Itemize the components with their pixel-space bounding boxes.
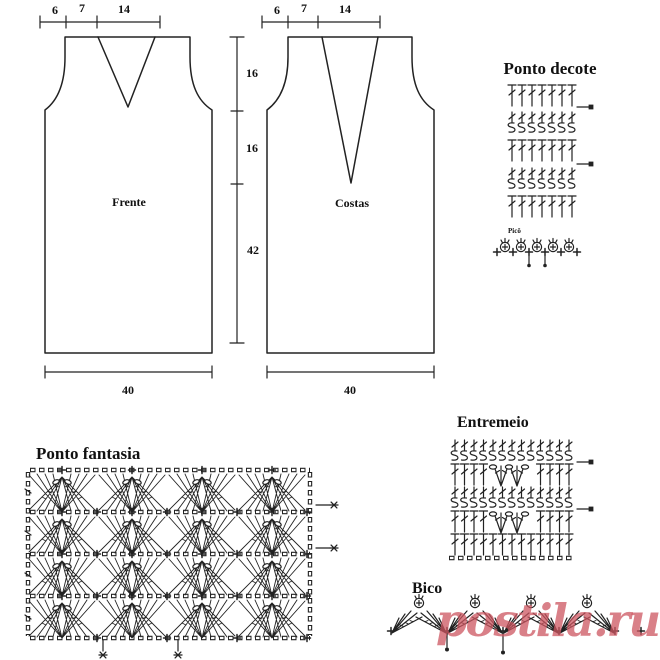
watermark: postila.ru bbox=[436, 594, 660, 647]
height-seg-16a: 16 bbox=[246, 66, 258, 80]
back-seg-14: 14 bbox=[339, 2, 351, 16]
bico-title: Bico bbox=[412, 580, 443, 597]
back-width-40: 40 bbox=[344, 383, 356, 397]
entremeio-title: Entremeio bbox=[457, 414, 529, 431]
front-seg-6: 6 bbox=[52, 3, 58, 17]
front-width-40: 40 bbox=[122, 383, 134, 397]
front-seg-14: 14 bbox=[118, 2, 130, 16]
back-piece-label: Costas bbox=[334, 196, 369, 210]
pico-label: Picô bbox=[508, 227, 521, 235]
back-seg-6: 6 bbox=[274, 3, 280, 17]
height-seg-16b: 16 bbox=[246, 141, 258, 155]
front-piece-label: Frente bbox=[112, 195, 146, 209]
ponto-decote-title: Ponto decote bbox=[503, 59, 597, 78]
back-seg-7: 7 bbox=[301, 1, 307, 15]
height-seg-42: 42 bbox=[247, 243, 259, 257]
ponto-fantasia-title: Ponto fantasia bbox=[36, 444, 141, 463]
front-seg-7: 7 bbox=[79, 1, 85, 15]
